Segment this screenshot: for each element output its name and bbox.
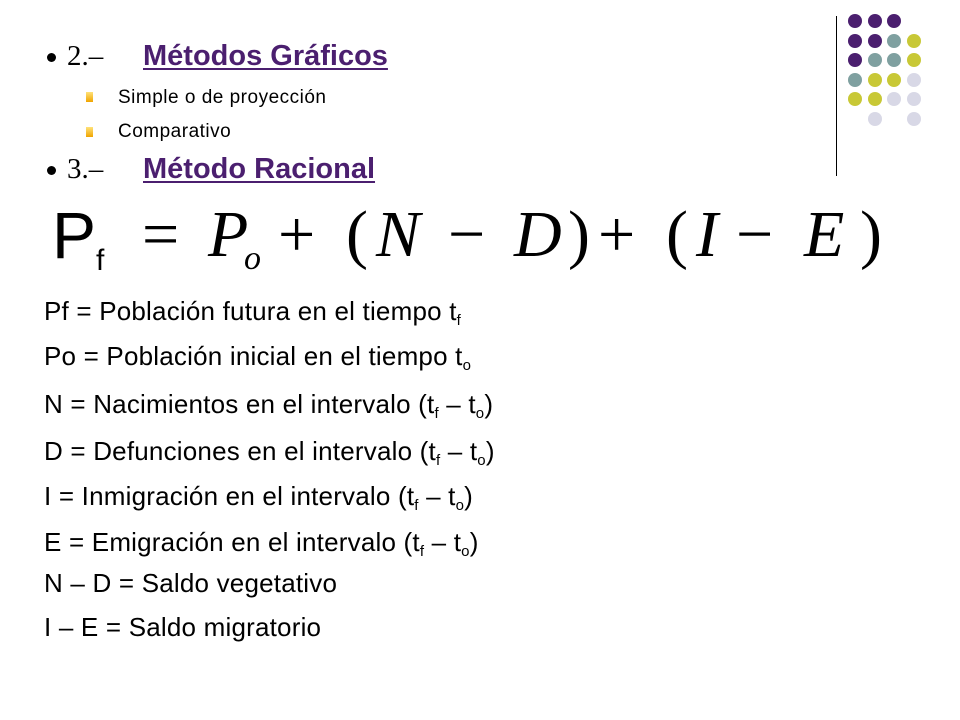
decorative-dot (887, 53, 901, 67)
decorative-dot (907, 112, 921, 126)
definition-text: Po = Población inicial en el tiempo t (44, 341, 463, 371)
definition-text: ) (485, 436, 495, 466)
decorative-dot (848, 14, 862, 28)
decorative-dot (887, 14, 901, 28)
bullet-icon (47, 53, 56, 62)
subscript: o (477, 452, 486, 469)
subscript: o (462, 357, 472, 374)
definition-line (44, 568, 337, 598)
decorative-dot (887, 92, 901, 106)
definition-line (44, 296, 461, 329)
section-title-metodos-graficos[interactable]: Métodos Gráficos (143, 40, 388, 72)
decorative-dot (868, 53, 882, 67)
subscript: o (461, 543, 470, 560)
definition-text: N – D = Saldo vegetativo (44, 568, 338, 598)
formula-n: N (376, 198, 421, 271)
definition-line (44, 527, 479, 560)
decorative-dot (907, 92, 921, 106)
formula-paren-open: ( (666, 198, 688, 271)
decorative-dot (848, 53, 862, 67)
square-bullet-icon (86, 127, 93, 137)
definition-text: E = Emigración en el intervalo (t (44, 527, 420, 557)
list-item: Comparativo (118, 121, 232, 142)
formula-d: D (514, 198, 562, 271)
definition-text: – t (440, 436, 478, 466)
formula-i: I (696, 198, 718, 271)
definition-text: – t (424, 527, 462, 557)
formula-lhs-subscript: f (96, 244, 105, 277)
definition-line (44, 436, 495, 469)
definition-line (44, 481, 473, 514)
definition-text: – t (418, 481, 456, 511)
decorative-dot (887, 34, 901, 48)
definition-line (44, 389, 494, 422)
subscript: f (419, 543, 425, 560)
decorative-dot (848, 92, 862, 106)
decorative-dot (848, 73, 862, 87)
formula-p-subscript: o (244, 240, 261, 277)
decorative-dot (868, 73, 882, 87)
subscript: f (435, 452, 441, 469)
decorative-dot (907, 73, 921, 87)
subscript: f (414, 497, 419, 514)
definition-text: – t (438, 389, 476, 419)
definition-text: N = Nacimientos en el intervalo (t (44, 389, 435, 419)
formula-plus: + (598, 198, 636, 271)
subscript: o (455, 497, 465, 514)
formula-e: E (804, 198, 845, 271)
decorative-dot (868, 34, 882, 48)
formula-minus: − (448, 198, 486, 271)
definition-text: ) (469, 527, 479, 557)
subscript: f (434, 405, 439, 422)
formula-p: P (208, 198, 249, 271)
definition-line (44, 612, 321, 642)
formula-lhs: P (52, 198, 97, 272)
definition-text: ) (484, 389, 494, 419)
subscript: o (475, 405, 485, 422)
decorative-dot (868, 92, 882, 106)
bullet-icon (47, 166, 56, 175)
definition-text: I – E = Saldo migratorio (44, 612, 322, 642)
list-item: Simple o de proyección (118, 87, 327, 108)
decorative-dot (907, 34, 921, 48)
formula-plus: + (278, 198, 316, 271)
definition-text: I = Inmigración en el intervalo (t (44, 481, 415, 511)
subscript: f (456, 312, 461, 329)
square-bullet-icon (86, 92, 93, 102)
decorative-dot (887, 73, 901, 87)
section-number: 3.– (67, 153, 104, 185)
definition-line (44, 341, 472, 374)
section-title-metodo-racional[interactable]: Método Racional (143, 153, 376, 185)
decorative-dot (907, 53, 921, 67)
formula-minus: − (736, 198, 774, 271)
decorative-dot (868, 14, 882, 28)
definition-text: ) (464, 481, 473, 511)
formula-paren-close: ) (860, 198, 882, 271)
definition-text: D = Defunciones en el intervalo (t (44, 436, 436, 466)
divider-line (836, 16, 837, 176)
formula-equals: = (142, 198, 180, 271)
formula-paren-open: ( (346, 198, 368, 271)
decorative-dot (848, 34, 862, 48)
decorative-dot (868, 112, 882, 126)
definition-text: Pf = Población futura en el tiempo t (44, 296, 457, 326)
formula-paren-close: ) (568, 198, 590, 271)
section-number: 2.– (67, 40, 104, 72)
